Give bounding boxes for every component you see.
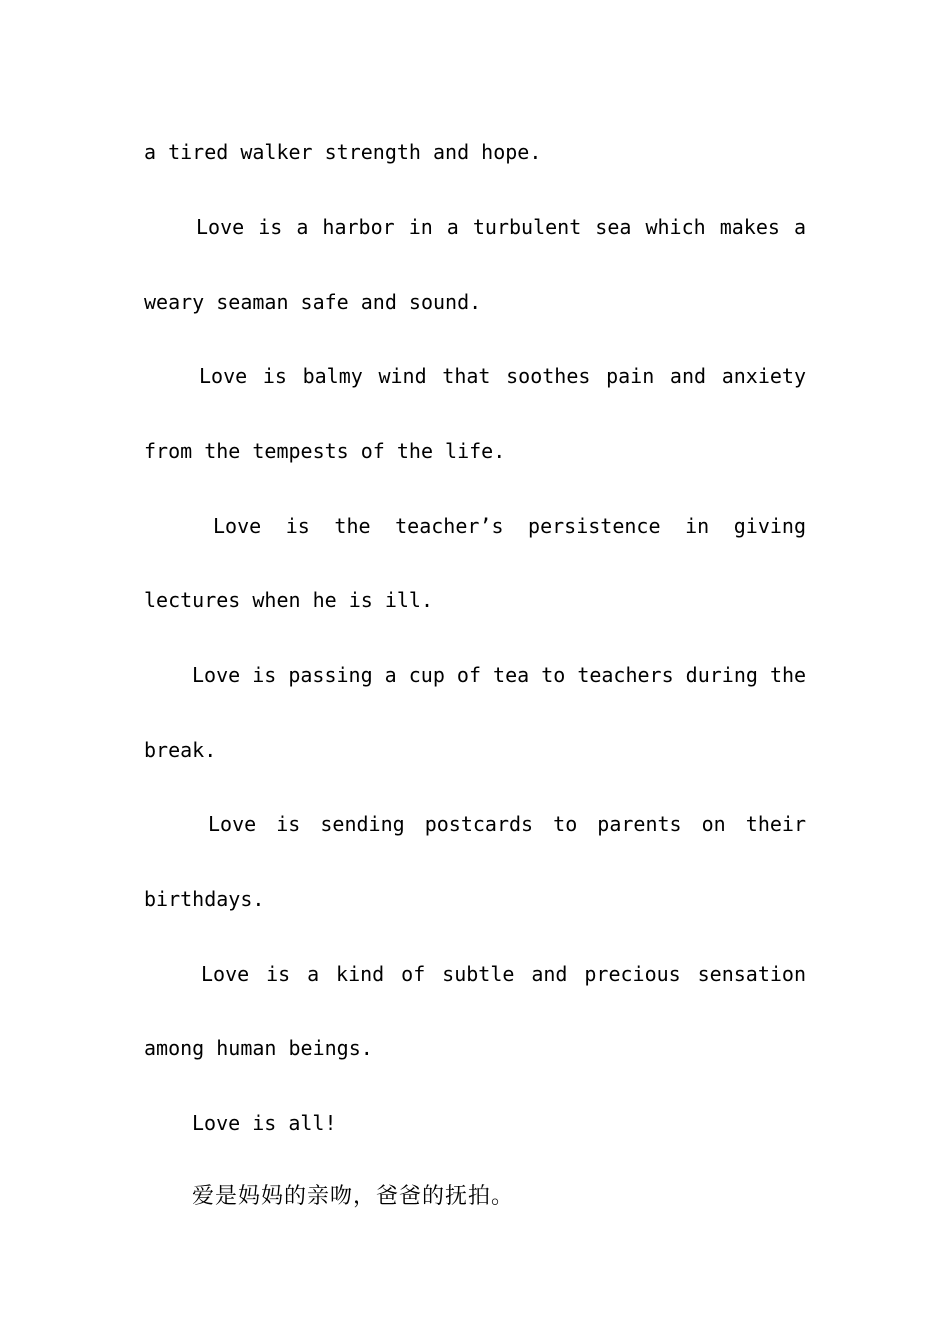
text-line: a tired walker strength and hope. — [144, 140, 542, 164]
paragraph-first-line: Love is a kind of subtle and precious sensation — [201, 962, 806, 986]
paragraph-first-line: Love is sending postcards to parents on their — [208, 812, 806, 836]
text-line: break. — [144, 738, 217, 762]
paragraph-first-line: Love is all! — [192, 1111, 337, 1135]
text-line: birthdays. — [144, 887, 265, 911]
paragraph-first-line: Love is passing a cup of tea to teachers during the — [192, 663, 807, 687]
paragraph-first-line: Love is a harbor in a turbulent sea which makes a — [196, 215, 806, 239]
paragraph-first-line: Love is the teacher’s persistence in giving — [213, 514, 806, 538]
paragraph-first-line: Love is balmy wind that soothes pain and anxiety — [199, 364, 806, 388]
text-line: from the tempests of the life. — [144, 439, 506, 463]
text-line: among human beings. — [144, 1036, 373, 1060]
text-line: lectures when he is ill. — [144, 588, 433, 612]
text-line: weary seaman safe and sound. — [144, 290, 482, 314]
chinese-paragraph-line: 爱是妈妈的亲吻，爸爸的抚拍。 — [192, 1184, 515, 1209]
